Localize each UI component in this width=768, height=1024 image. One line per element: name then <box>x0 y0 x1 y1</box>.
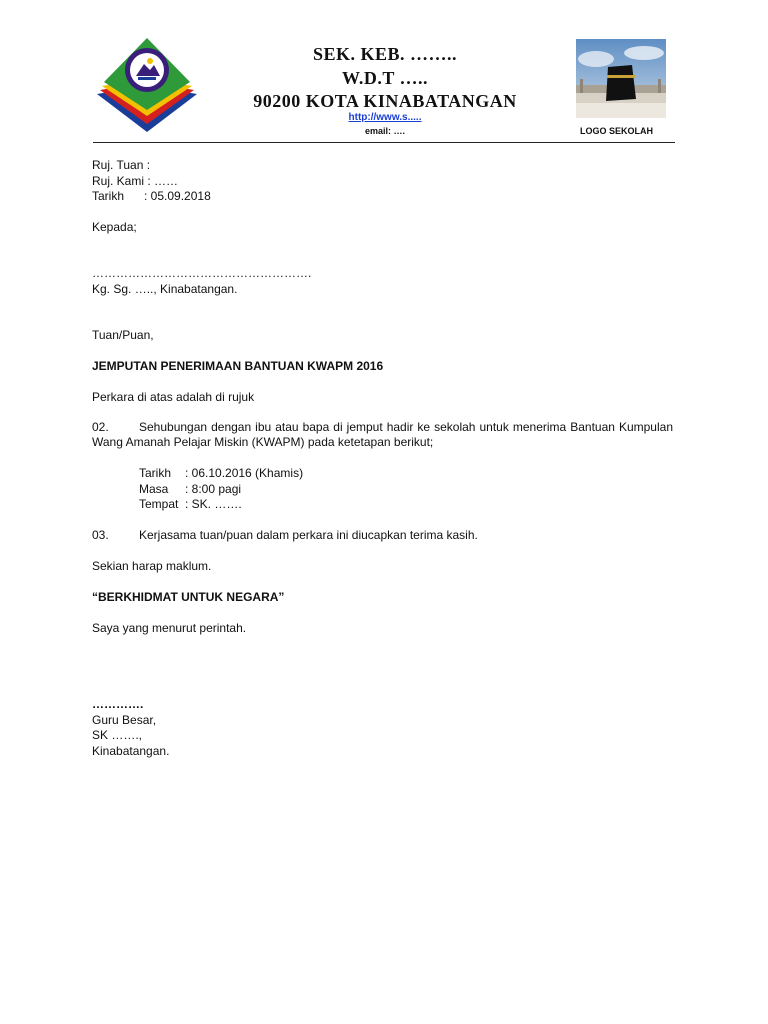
ref-kami: Ruj. Kami : …… <box>92 174 179 188</box>
detail-value: : SK. ……. <box>185 497 242 511</box>
school-address: W.D.T ….. <box>341 68 429 88</box>
closing-perintah: Saya yang menurut perintah. <box>92 621 247 635</box>
paragraph-3 <box>92 528 478 543</box>
recipient-address: Kg. Sg. ….., Kinabatangan. <box>92 282 238 296</box>
paragraph-2-text: Sehubungan dengan ibu atau bapa di jemput hadir ke sekolah untuk menerima Bantuan Kumpulan Wang Amanah Pelajar Miskin (KWAPM) pada ketetapan berikut; <box>92 420 673 449</box>
school-email: email: …. <box>364 126 405 136</box>
salutation: Tuan/Puan, <box>92 328 154 342</box>
letter-subject: JEMPUTAN PENERIMAAN BANTUAN KWAPM 2016 <box>92 359 384 373</box>
school-crest-logo <box>92 36 202 132</box>
logo-caption: LOGO SEKOLAH <box>580 126 654 136</box>
signatory-name: …………. <box>92 697 144 711</box>
detail-row <box>139 497 242 512</box>
recipient-kepada: Kepada; <box>92 220 137 234</box>
kaaba-photo <box>576 39 666 118</box>
signatory-title: Guru Besar, <box>92 713 157 727</box>
detail-label: Tarikh <box>139 466 172 480</box>
closing-maklum: Sekian harap maklum. <box>92 559 212 573</box>
paragraph-1: Perkara di atas adalah di rujuk <box>92 390 255 404</box>
paragraph-2 <box>92 420 673 450</box>
school-name: SEK. KEB. …….. <box>312 44 458 64</box>
detail-label: Tempat <box>139 497 179 511</box>
ref-tuan: Ruj. Tuan : <box>92 158 151 172</box>
detail-value: : 8:00 pagi <box>185 482 242 496</box>
detail-label: Masa <box>139 482 169 496</box>
recipient-name-placeholder: ………………………………………………. <box>92 266 312 280</box>
school-url-link[interactable]: http://www.s..... <box>348 112 422 123</box>
ref-date: Tarikh : 05.09.2018 <box>92 189 211 203</box>
paragraph-3-text: Kerjasama tuan/puan dalam perkara ini diucapkan terima kasih. <box>139 528 478 542</box>
detail-value: : 06.10.2016 (Khamis) <box>185 466 304 480</box>
signatory-school: SK ……., <box>92 728 143 742</box>
detail-row <box>139 482 241 497</box>
school-city: 90200 KOTA KINABATANGAN <box>253 91 517 111</box>
signatory-place: Kinabatangan. <box>92 744 170 758</box>
detail-row <box>139 466 303 481</box>
paragraph-3-number: 03. <box>92 528 109 542</box>
motto: “BERKHIDMAT UNTUK NEGARA” <box>92 590 285 604</box>
header-divider <box>93 142 675 143</box>
paragraph-2-number: 02. <box>92 420 109 434</box>
